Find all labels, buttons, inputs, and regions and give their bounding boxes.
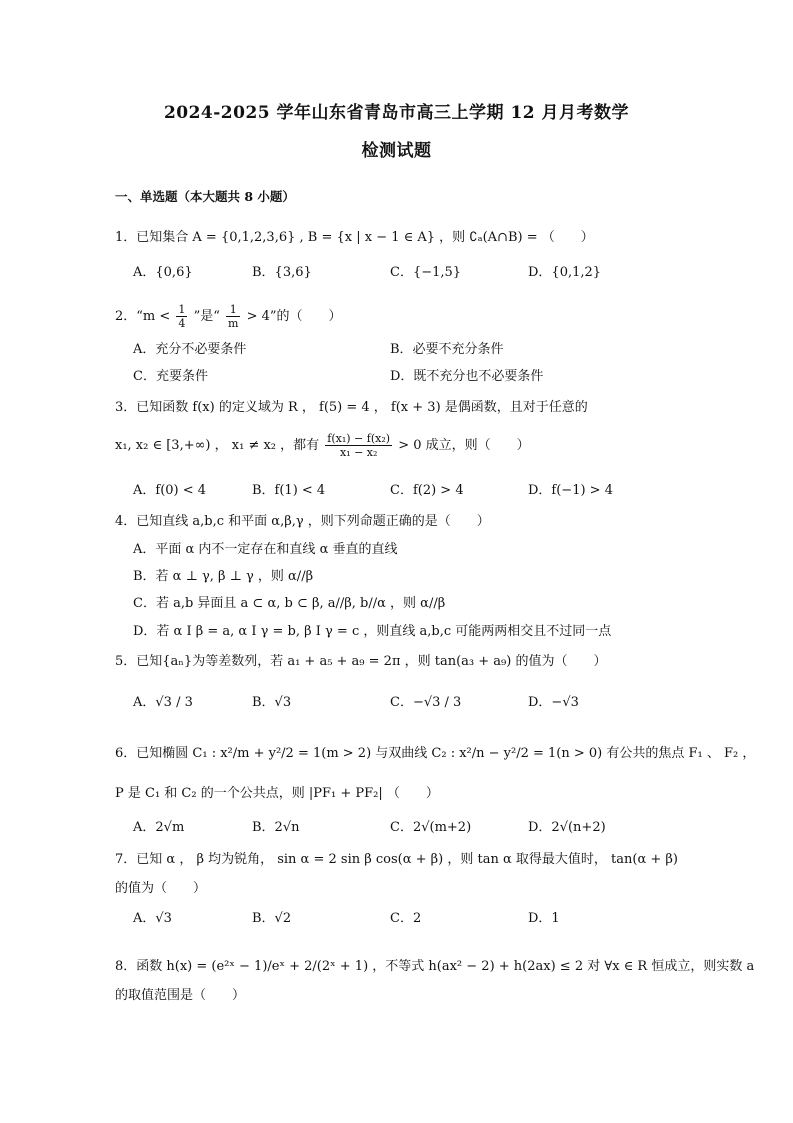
section-heading: 一、单选题（本大题共 8 小题） — [115, 189, 295, 204]
question-3-stem-line-2-part-b: > 0 成立，则（ ） — [398, 438, 530, 453]
question-3-stem-line-2-part-a: x₁, x₂ ∈ [3,+∞) ， x₁ ≠ x₂ ，都有 — [115, 438, 320, 453]
question-3-stem-line-1: 3．已知函数 f(x) 的定义域为 R ， f(5) = 4 ， f(x + 3) 是偶函数，且对于任意的 — [115, 400, 588, 415]
question-3-fraction-denominator: x₁ − x₂ — [339, 446, 378, 459]
question-4-option-a: A．平面 α 内不一定存在和直线 α 垂直的直线 — [133, 542, 398, 557]
question-8-stem-line-1: 8．函数 h(x) = (e²ˣ − 1)/eˣ + 2/(2ˣ + 1) ，不等式 h(ax² − 2) + h(2ax) ≤ 2 对 ∀x ∈ R 恒成立，则实数 a — [115, 959, 755, 974]
question-6-stem-line-1: 6．已知椭圆 C₁ : x²/m + y²/2 = 1(m > 2) 与双曲线 C₂ : x²/n − y²/2 = 1(n > 0) 有公共的焦点 F₁ 、 F₂ ， — [115, 746, 756, 761]
question-3-option-d: D．f(−1) > 4 — [528, 483, 613, 498]
question-2-stem-part-a: 2．“m < — [115, 309, 171, 324]
question-2-option-d: D．既不充分也不必要条件 — [390, 369, 544, 384]
question-5-stem: 5．已知{aₙ}为等差数列，若 a₁ + a₅ + a₉ = 2π ，则 tan(a₃ + a₉) 的值为（ ） — [115, 654, 607, 669]
question-2-fraction-1-numerator: 1 — [178, 303, 186, 316]
question-6-option-a: A．2√m — [133, 820, 185, 835]
question-3-stem-line-2 — [115, 432, 530, 459]
question-4-stem: 4．已知直线 a,b,c 和平面 α,β,γ ，则下列命题正确的是（ ） — [115, 514, 490, 529]
question-3-option-a: A．f(0) < 4 — [133, 483, 207, 498]
question-3-option-c: C．f(2) > 4 — [390, 483, 464, 498]
question-5-option-d: D．−√3 — [528, 695, 579, 710]
question-7-option-b: B．√2 — [252, 911, 292, 926]
question-7-stem-line-1: 7．已知 α ， β 均为锐角， sin α = 2 sin β cos(α + β) ，则 tan α 取得最大值时， tan(α + β) — [115, 852, 678, 867]
question-2-stem — [115, 303, 342, 330]
question-6-option-b: B．2√n — [252, 820, 300, 835]
question-5-option-c: C．−√3 / 3 — [390, 695, 462, 710]
question-2-option-a: A．充分不必要条件 — [133, 342, 247, 357]
question-5-option-b: B．√3 — [252, 695, 292, 710]
document-subtitle: 检测试题 — [361, 141, 432, 161]
question-3-fraction-numerator: f(x₁) − f(x₂) — [327, 432, 391, 445]
question-5-option-a: A．√3 / 3 — [133, 695, 193, 710]
question-6-stem-line-2: P 是 C₁ 和 C₂ 的一个公共点，则 |PF₁ + PF₂| （ ） — [115, 786, 439, 801]
question-4-option-d: D．若 α I β = a, α I γ = b, β I γ = c ，则直线 a,b,c 可能两两相交且不过同一点 — [133, 624, 612, 639]
question-1-stem: 1．已知集合 A = {0,1,2,3,6} , B = {x | x − 1 ∈ A} ，则 ∁ₐ(A∩B) = （ ） — [115, 230, 594, 245]
question-6-option-c: C．2√(m+2) — [390, 820, 472, 835]
question-2-option-c: C．充要条件 — [133, 369, 208, 384]
question-3-fraction — [325, 432, 392, 459]
question-7-option-c: C．2 — [390, 911, 422, 926]
question-2-fraction-1 — [176, 303, 187, 330]
question-4-option-c: C．若 a,b 异面且 a ⊂ α, b ⊂ β, a//β, b//α ，则 α//β — [133, 596, 446, 611]
question-4-option-b: B．若 α ⊥ γ, β ⊥ γ ，则 α//β — [133, 569, 314, 584]
question-1-option-b: B．{3,6} — [252, 265, 312, 280]
question-2-stem-part-c: > 4”的（ ） — [246, 309, 342, 324]
question-7-option-a: A．√3 — [133, 911, 172, 926]
question-3-option-b: B．f(1) < 4 — [252, 483, 326, 498]
question-2-fraction-2-numerator: 1 — [226, 303, 240, 317]
question-7-option-d: D．1 — [528, 911, 560, 926]
question-6-option-d: D．2√(n+2) — [528, 820, 606, 835]
question-1-option-c: C．{−1,5} — [390, 265, 462, 280]
question-1-option-a: A．{0,6} — [133, 265, 193, 280]
question-1-option-d: D．{0,1,2} — [528, 265, 602, 280]
question-8-stem-line-2: 的取值范围是（ ） — [115, 988, 246, 1003]
question-2-fraction-2 — [226, 303, 240, 330]
question-7-stem-line-2: 的值为（ ） — [115, 881, 207, 896]
question-2-stem-part-b: ”是“ — [193, 309, 220, 324]
question-2-fraction-2-denominator: m — [228, 317, 239, 330]
question-2-fraction-1-denominator: 4 — [178, 317, 186, 330]
document-title: 2024-2025 学年山东省青岛市高三上学期 12 月月考数学 — [163, 103, 630, 123]
question-2-option-b: B．必要不充分条件 — [390, 342, 504, 357]
